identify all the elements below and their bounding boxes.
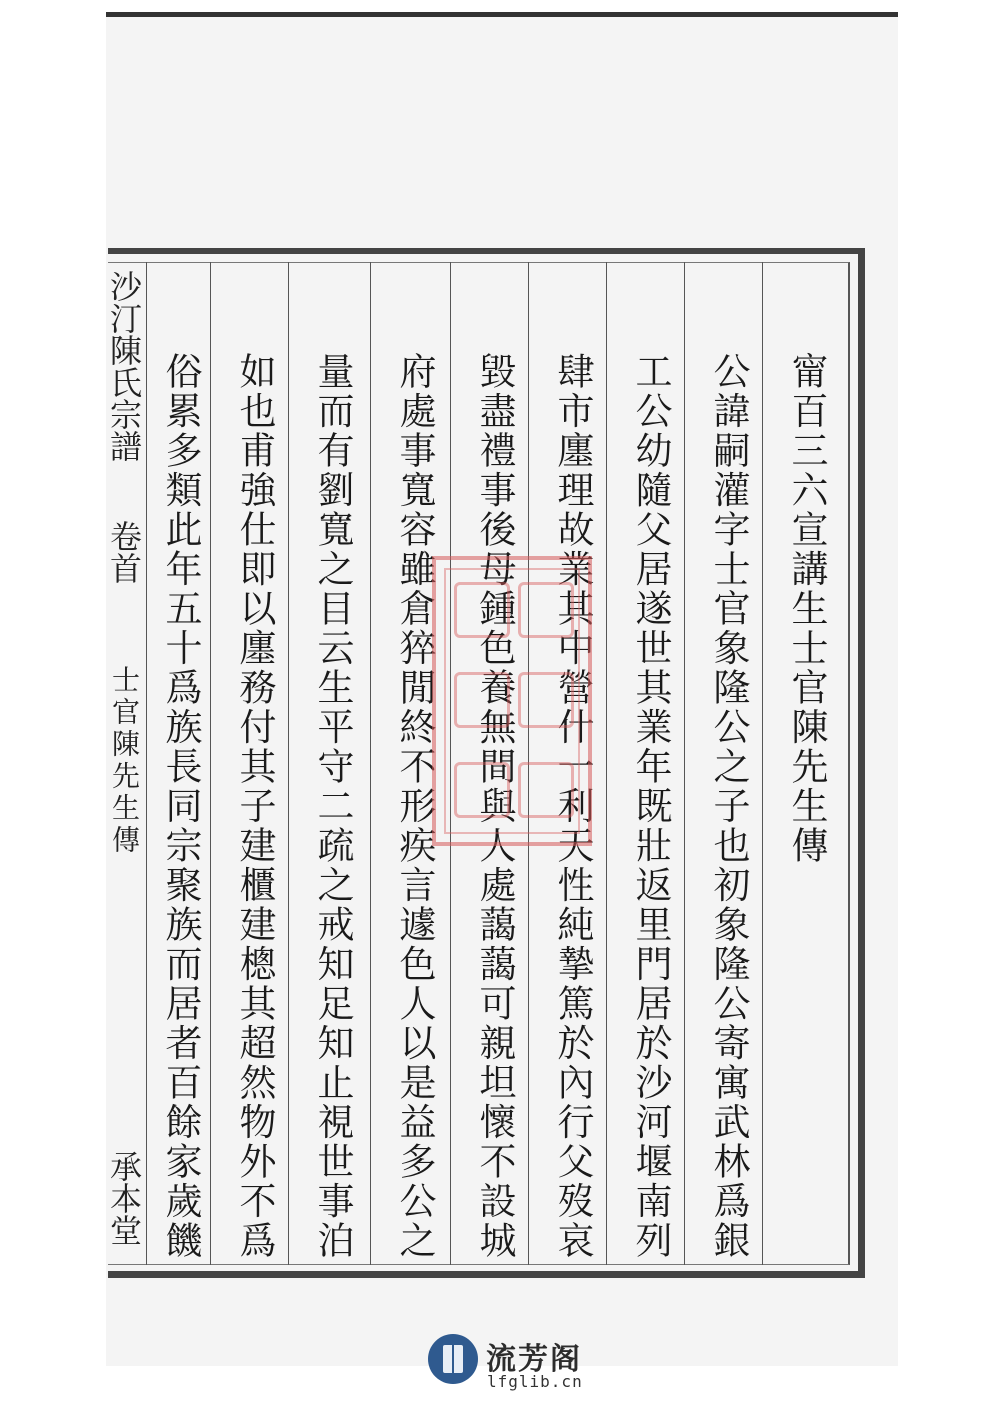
seal-glyph <box>454 762 510 818</box>
text-column: 府處事寬容雖倉猝閒終不形疾言遽色人以是益多公之 <box>393 352 436 1261</box>
column-rule <box>606 262 607 1265</box>
hall-name: 承本堂 <box>105 1150 143 1246</box>
top-rule <box>106 12 898 17</box>
seal-glyph <box>454 582 510 638</box>
text-column: 俗累多類此年五十爲族長同宗聚族而居者百餘家歲饑 <box>159 352 202 1261</box>
seal-glyph <box>518 672 574 728</box>
seal-glyph <box>518 582 574 638</box>
volume-label: 卷首 <box>105 520 143 584</box>
book-logo-icon <box>428 1334 478 1384</box>
watermark-url: lfglib.cn <box>487 1372 583 1391</box>
text-column: 量而有劉寬之目云生平守二疏之戒知足知止視世事泊 <box>311 352 354 1261</box>
text-column: 如也甫強仕即以廛務付其子建櫃建樬其超然物外不爲 <box>233 352 276 1261</box>
column-rule <box>684 262 685 1265</box>
text-column: 公諱嗣灌字士官象隆公之子也初象隆公寄寓武林爲銀 <box>707 352 750 1261</box>
text-column: 毀盡禮事後母鍾色養無間與人處藹藹可親坦懷不設城 <box>473 352 516 1261</box>
text-column: 肆市廛理故業其中營什一利天性純摯篤於內行父歿哀 <box>551 352 594 1261</box>
book-title: 沙汀陳氏宗譜 <box>105 270 143 462</box>
seal-glyph <box>518 762 574 818</box>
seal-glyph <box>454 672 510 728</box>
column-rule <box>370 262 371 1265</box>
text-column: 工公幼隨父居遂世其業年既壯返里門居於沙河堰南列 <box>629 352 672 1261</box>
column-rule <box>210 262 211 1265</box>
column-rule <box>146 262 147 1265</box>
chapter-subtitle: 士官陳先生傳 <box>108 665 141 857</box>
watermark-name: 流芳阁 <box>486 1342 582 1377</box>
text-column-heading: 甯百三六宣講生士官陳先生傳 <box>785 352 828 866</box>
column-rule <box>288 262 289 1265</box>
column-rule <box>762 262 763 1265</box>
red-seal-stamp <box>432 556 592 846</box>
